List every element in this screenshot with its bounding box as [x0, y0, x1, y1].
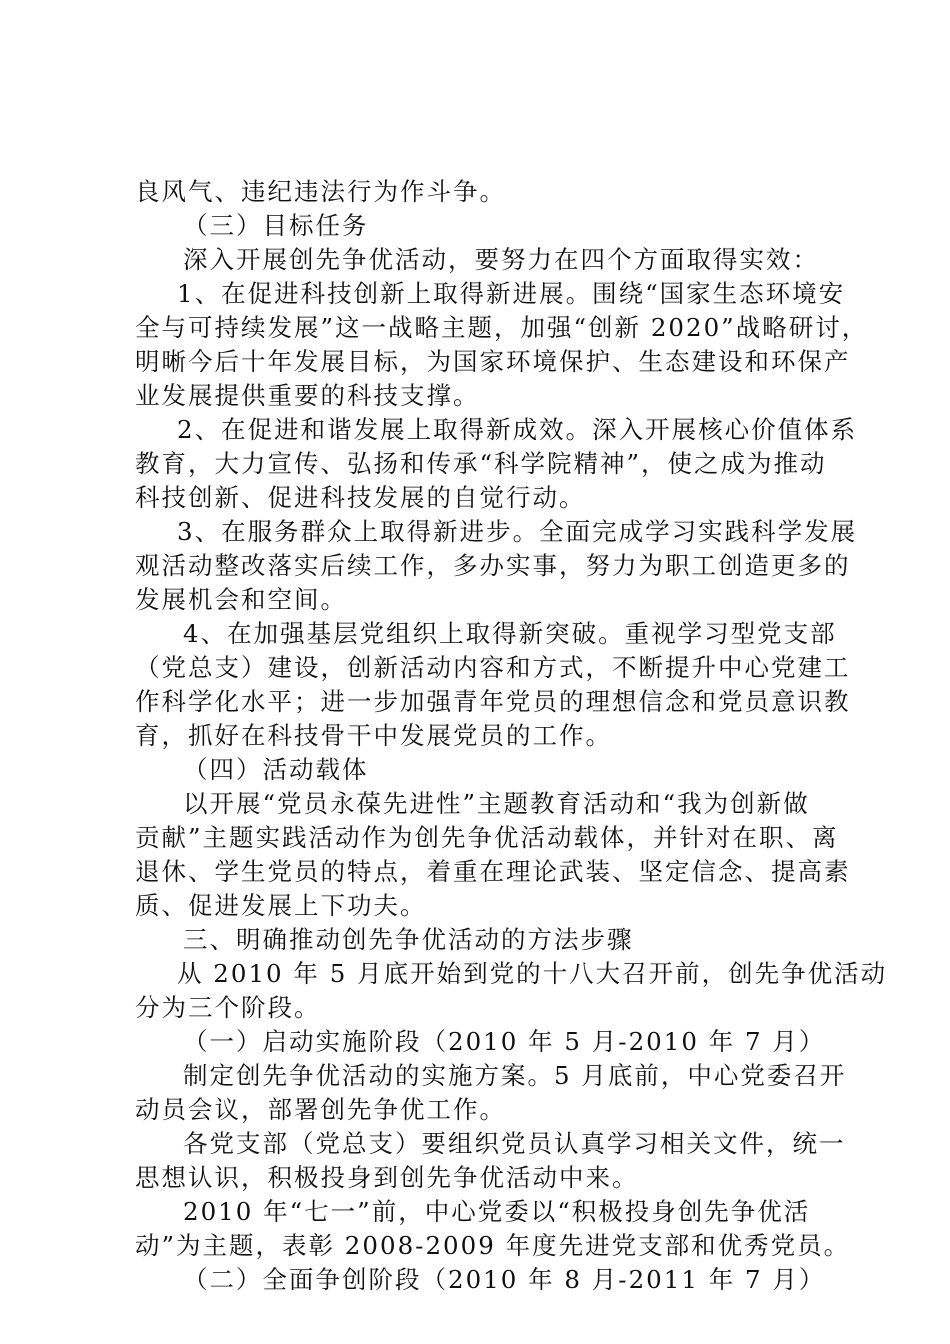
- section-heading: 三、明确推动创先争优活动的方法步骤: [183, 925, 634, 954]
- text-line: 分为三个阶段。: [135, 993, 321, 1022]
- text-line: 以开展“党员永葆先进性”主题教育活动和“我为创新做: [183, 789, 810, 818]
- text-line: 4、在加强基层党组织上取得新突破。重视学习型党支部: [183, 619, 837, 648]
- text-line: 深入开展创先争优活动，要努力在四个方面取得实效：: [183, 245, 819, 274]
- text-line: 明晰今后十年发展目标，为国家环境保护、生态建设和环保产: [135, 347, 851, 376]
- text-line: 思想认识，积极投身到创先争优活动中来。: [135, 1163, 639, 1192]
- text-line: 良风气、违纪违法行为作斗争。: [135, 177, 506, 206]
- text-line: 科技创新、促进科技发展的自觉行动。: [135, 483, 586, 512]
- text-line: 动”为主题，表彰 2008-2009 年度先进党支部和优秀党员。: [135, 1231, 851, 1260]
- section-heading: （二）全面争创阶段（2010 年 8 月-2011 年 7 月）: [183, 1265, 826, 1294]
- text-line: 贡献”主题实践活动作为创先争优活动载体，并针对在职、离: [135, 823, 839, 852]
- text-line: 发展机会和空间。: [135, 585, 347, 614]
- text-line: 育，抓好在科技骨干中发展党员的工作。: [135, 721, 612, 750]
- text-line: 2、在促进和谐发展上取得新成效。深入开展核心价值体系: [177, 415, 858, 444]
- text-line: 动员会议，部署创先争优工作。: [135, 1095, 506, 1124]
- text-line: 全与可持续发展”这一战略主题，加强“创新 2020”战略研讨，: [135, 313, 869, 342]
- text-line: （党总支）建设，创新活动内容和方式，不断提升中心党建工: [135, 653, 851, 682]
- text-line: 退休、学生党员的特点，着重在理论武装、坚定信念、提高素: [135, 857, 851, 886]
- text-line: 作科学化水平；进一步加强青年党员的理想信念和党员意识教: [135, 687, 851, 716]
- text-line: 观活动整改落实后续工作，多办实事，努力为职工创造更多的: [135, 551, 851, 580]
- text-line: 3、在服务群众上取得新进步。全面完成学习实践科学发展: [177, 517, 858, 546]
- section-heading: （三）目标任务: [183, 211, 369, 240]
- text-line: 质、促进发展上下功夫。: [135, 891, 427, 920]
- text-line: 业发展提供重要的科技支撑。: [135, 381, 480, 410]
- text-line: 教育，大力宣传、弘扬和传承“科学院精神”，使之成为推动: [135, 449, 827, 478]
- text-line: 从 2010 年 5 月底开始到党的十八大召开前，创先争优活动: [177, 959, 888, 988]
- text-line: 1、在促进科技创新上取得新进展。围绕“国家生态环境安: [177, 279, 846, 308]
- section-heading: （四）活动载体: [183, 755, 369, 784]
- text-line: 2010 年“七一”前，中心党委以“积极投身创先争优活: [183, 1197, 811, 1226]
- text-line: 制定创先争优活动的实施方案。5 月底前，中心党委召开: [183, 1061, 847, 1090]
- section-heading: （一）启动实施阶段（2010 年 5 月-2010 年 7 月）: [183, 1027, 826, 1056]
- text-line: 各党支部（党总支）要组织党员认真学习相关文件，统一: [183, 1129, 846, 1158]
